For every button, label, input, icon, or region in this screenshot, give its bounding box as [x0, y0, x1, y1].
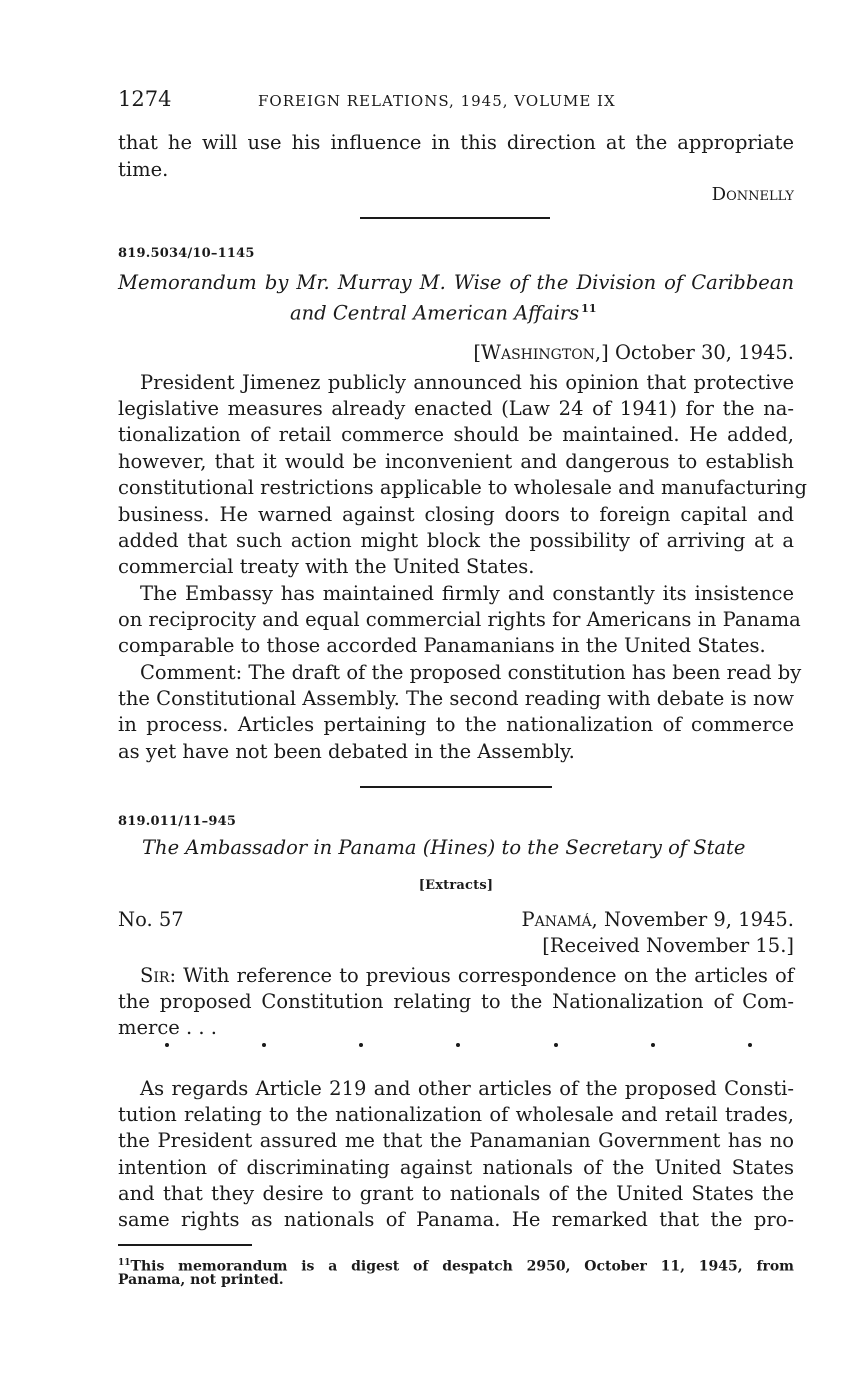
extracts-note: [Extracts]: [418, 878, 494, 893]
document-title-cont: [290, 296, 794, 327]
body-line: merce . . .: [118, 1016, 218, 1039]
salutation: Sir: [140, 964, 170, 987]
body-line: in process. Articles pertaining to the nationalization of commerce: [118, 713, 794, 736]
body-line: the Constitutional Assembly. The second reading with debate is now: [118, 687, 794, 710]
date: November 9, 1945.: [603, 908, 794, 931]
place: [Washington,]: [473, 341, 609, 364]
body-line: the proposed Constitution relating to the Nationalization of Com-: [118, 990, 794, 1013]
body-line: however, that it would be inconvenient and dangerous to establish: [118, 450, 794, 473]
body-line: comparable to those accorded Panamanians in the United States.: [118, 634, 766, 657]
body-line: tution relating to the nationalization of wholesale and retail trades,: [118, 1103, 794, 1126]
ellipsis-dots: [165, 1043, 752, 1047]
file-number: 819.5034/10–1145: [118, 246, 255, 261]
despatch-number: No. 57: [118, 908, 184, 931]
place: Panamá,: [521, 908, 598, 931]
body-line: as yet have not been debated in the Assembly.: [118, 740, 575, 763]
body-line: same rights as nationals of Panama. He remarked that the pro-: [118, 1208, 794, 1231]
body-line: business. He warned against closing doors to foreign capital and: [118, 503, 794, 526]
footnote-line: Panama, not printed.: [118, 1272, 284, 1288]
ellipsis-dot: [262, 1043, 266, 1047]
despatch-dateline: [118, 907, 794, 933]
body-line: and that they desire to grant to nationals of the United States the: [118, 1182, 794, 1205]
date: October 30, 1945.: [614, 341, 794, 364]
body-line: President Jimenez publicly announced his opinion that protective: [140, 371, 794, 394]
ellipsis-dot: [359, 1043, 363, 1047]
body-line: The Embassy has maintained firmly and constantly its insistence: [140, 582, 794, 605]
document-title: Memorandum by Mr. Murray M. Wise of the Division of Caribbean: [118, 271, 794, 294]
body-line: legislative measures already enacted (Law 24 of 1941) for the na-: [118, 397, 794, 420]
document-title: The Ambassador in Panama (Hines) to the Secretary of State: [142, 836, 746, 859]
salutation-text: : With reference to previous correspondence on the articles of: [169, 964, 794, 987]
document-title-line2: and Central American Affairs: [290, 301, 580, 325]
footnote-rule: [118, 1244, 252, 1246]
document-page: [118, 0, 807, 1379]
signature: Donnelly: [711, 184, 794, 205]
ellipsis-dot: [165, 1043, 169, 1047]
dateline: [118, 340, 794, 366]
file-number: 819.011/11–945: [118, 814, 237, 829]
page-number: 1274: [118, 87, 172, 111]
body-line: [140, 963, 794, 989]
ellipsis-dot: [554, 1043, 558, 1047]
body-line: constitutional restrictions applicable to wholesale and manufacturing: [118, 476, 807, 499]
body-line: time.: [118, 158, 169, 181]
footnote-marker: 11: [118, 1258, 131, 1268]
body-line: tionalization of retail commerce should be maintained. He added,: [118, 423, 794, 446]
body-line: As regards Article 219 and other articles of the proposed Consti-: [140, 1077, 794, 1100]
received-note: [Received November 15.]: [542, 934, 794, 957]
footnote-ref: 11: [581, 302, 597, 315]
body-line: intention of discriminating against nationals of the United States: [118, 1156, 794, 1179]
section-divider: [360, 786, 552, 788]
ellipsis-dot: [651, 1043, 655, 1047]
running-title: FOREIGN RELATIONS, 1945, VOLUME IX: [258, 92, 616, 110]
section-divider: [360, 217, 550, 219]
despatch-date: [522, 907, 794, 933]
body-line: Comment: The draft of the proposed constitution has been read by: [140, 661, 802, 684]
page-header: [118, 86, 794, 112]
ellipsis-dot: [456, 1043, 460, 1047]
body-line: commercial treaty with the United States.: [118, 555, 535, 578]
body-line: that he will use his influence in this direction at the appropriate: [118, 131, 794, 154]
ellipsis-dot: [748, 1043, 752, 1047]
body-line: the President assured me that the Panamanian Government has no: [118, 1129, 794, 1152]
body-line: added that such action might block the possibility of arriving at a: [118, 529, 794, 552]
body-line: on reciprocity and equal commercial rights for Americans in Panama: [118, 608, 801, 631]
footnote-text: This memorandum is a digest of despatch 2950, October 11, 1945, from: [130, 1258, 794, 1275]
